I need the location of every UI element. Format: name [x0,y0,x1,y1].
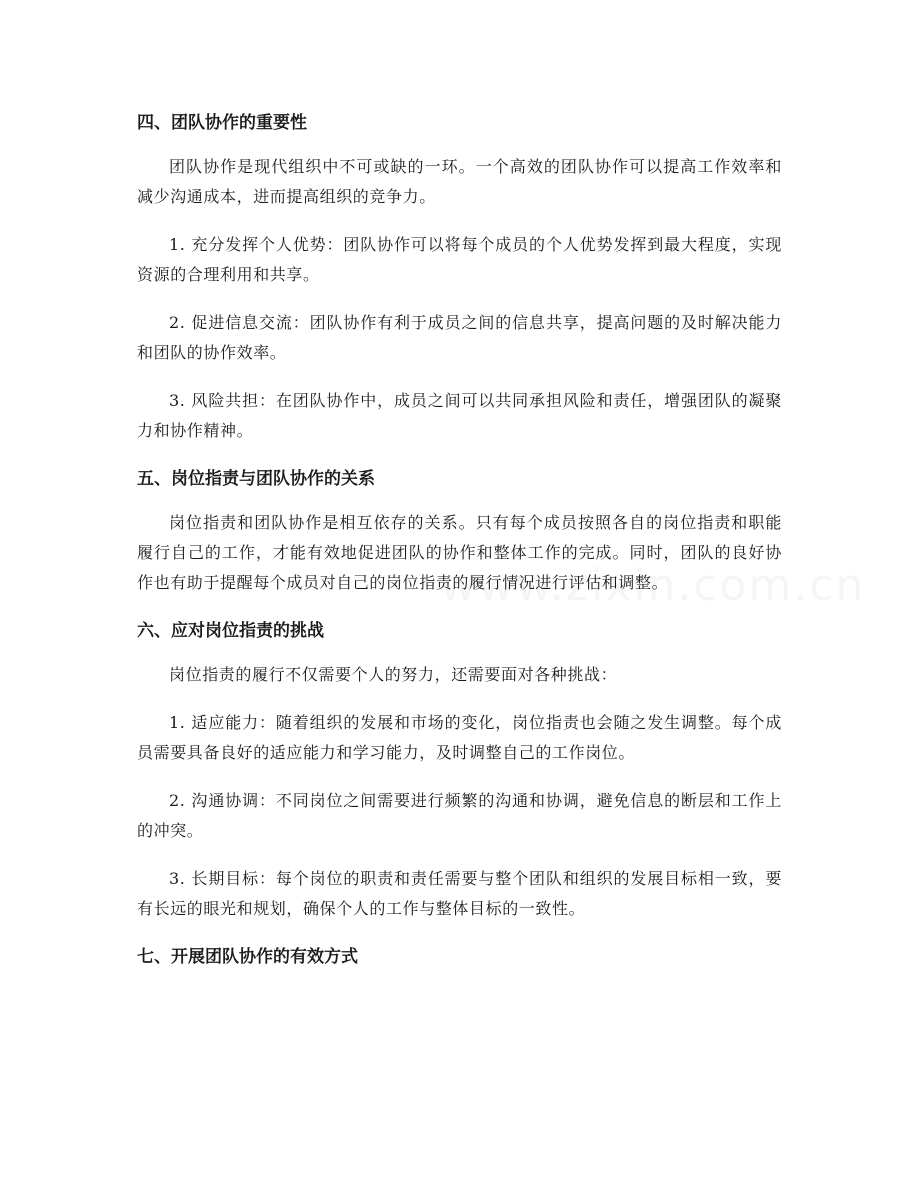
paragraph: 2. 沟通协调：不同岗位之间需要进行频繁的沟通和协调，避免信息的断层和工作上的冲突。 [137,791,782,840]
section-heading: 六、应对岗位指责的挑战 [137,621,324,641]
section-5 [137,464,782,598]
section-7 [137,942,782,972]
paragraph: 3. 风险共担：在团队协作中，成员之间可以共同承担风险和责任，增强团队的凝聚力和协作精神。 [137,391,782,440]
document-body [137,108,782,986]
section-heading: 五、岗位指责与团队协作的关系 [137,469,375,489]
section-6 [137,616,782,924]
paragraph: 3. 长期目标：每个岗位的职责和责任需要与整个团队和组织的发展目标相一致，要有长远的眼光和规划，确保个人的工作与整体目标的一致性。 [137,869,782,918]
section-heading: 七、开展团队协作的有效方式 [137,947,358,967]
section-4 [137,108,782,446]
paragraph: 1. 适应能力：随着组织的发展和市场的变化，岗位指责也会随之发生调整。每个成员需要具备良好的适应能力和学习能力，及时调整自己的工作岗位。 [137,713,782,762]
paragraph: 岗位指责的履行不仅需要个人的努力，还需要面对各种挑战： [169,665,618,684]
section-heading: 四、团队协作的重要性 [137,113,307,133]
paragraph: 岗位指责和团队协作是相互依存的关系。只有每个成员按照各自的岗位指责和职能履行自己的工作，才能有效地促进团队的协作和整体工作的完成。同时，团队的良好协作也有助于提醒每个成员对自己的岗位指责的履行情况进行评估和调整。 [137,513,782,592]
paragraph: 团队协作是现代组织中不可或缺的一环。一个高效的团队协作可以提高工作效率和减少沟通成本，进而提高组织的竞争力。 [137,157,782,206]
paragraph: 2. 促进信息交流：团队协作有利于成员之间的信息共享，提高问题的及时解决能力和团队的协作效率。 [137,313,782,362]
paragraph: 1. 充分发挥个人优势：团队协作可以将每个成员的个人优势发挥到最大程度，实现资源的合理利用和共享。 [137,235,782,284]
